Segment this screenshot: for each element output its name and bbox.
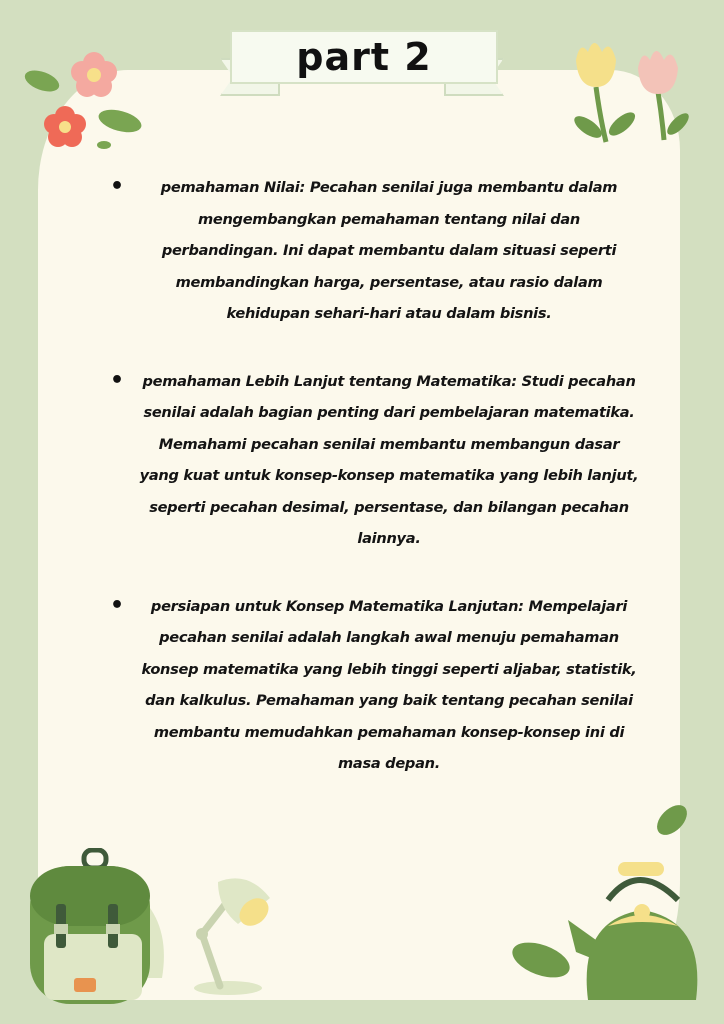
page-title: part 2 <box>296 35 432 79</box>
list-item <box>110 591 640 780</box>
bullet-text: persiapan untuk Konsep Matematika Lanjutan: Mempelajari pecahan senilai adalah langkah awal menuju pemahaman konsep matematika yang lebih tinggi seperti aljabar, statistik, dan kalkulus. Pemahaman yang baik tentang pecahan senilai membantu memudahkan pemahaman konsep-konsep ini di masa depan. <box>141 597 637 772</box>
list-item <box>110 172 640 330</box>
flower-cluster-icon <box>20 45 160 160</box>
leaf-icon <box>506 938 576 982</box>
bullet-text: pemahaman Nilai: Pecahan senilai juga membantu dalam mengembangkan pemahaman tentang nilai dan perbandingan. Ini dapat membantu dalam situasi seperti membandingkan harga, persentase, atau rasio dalam kehidupan sehari-hari atau dalam bisnis. <box>160 179 618 322</box>
bullet-text: pemahaman Lebih Lanjut tentang Matematika: Studi pecahan senilai adalah bagian penting dari pembelajaran matematika. Memahami pecahan senilai membantu membangun dasar yang kuat untuk konsep-konsep matematika yang lebih lanjut, seperti pecahan desimal, persentase, dan bilangan pecahan lainnya. <box>139 372 639 547</box>
banner-ribbon <box>230 30 498 84</box>
list-item <box>110 366 640 555</box>
bullet-marker: • <box>110 367 125 393</box>
tulip-icon <box>566 32 696 152</box>
title-banner <box>226 30 498 92</box>
bullet-list <box>110 172 640 816</box>
desk-lamp-icon <box>158 868 278 998</box>
leaf-icon <box>650 798 694 842</box>
teapot-icon <box>568 860 708 1010</box>
bullet-marker: • <box>110 592 125 618</box>
bullet-marker: • <box>110 174 125 199</box>
